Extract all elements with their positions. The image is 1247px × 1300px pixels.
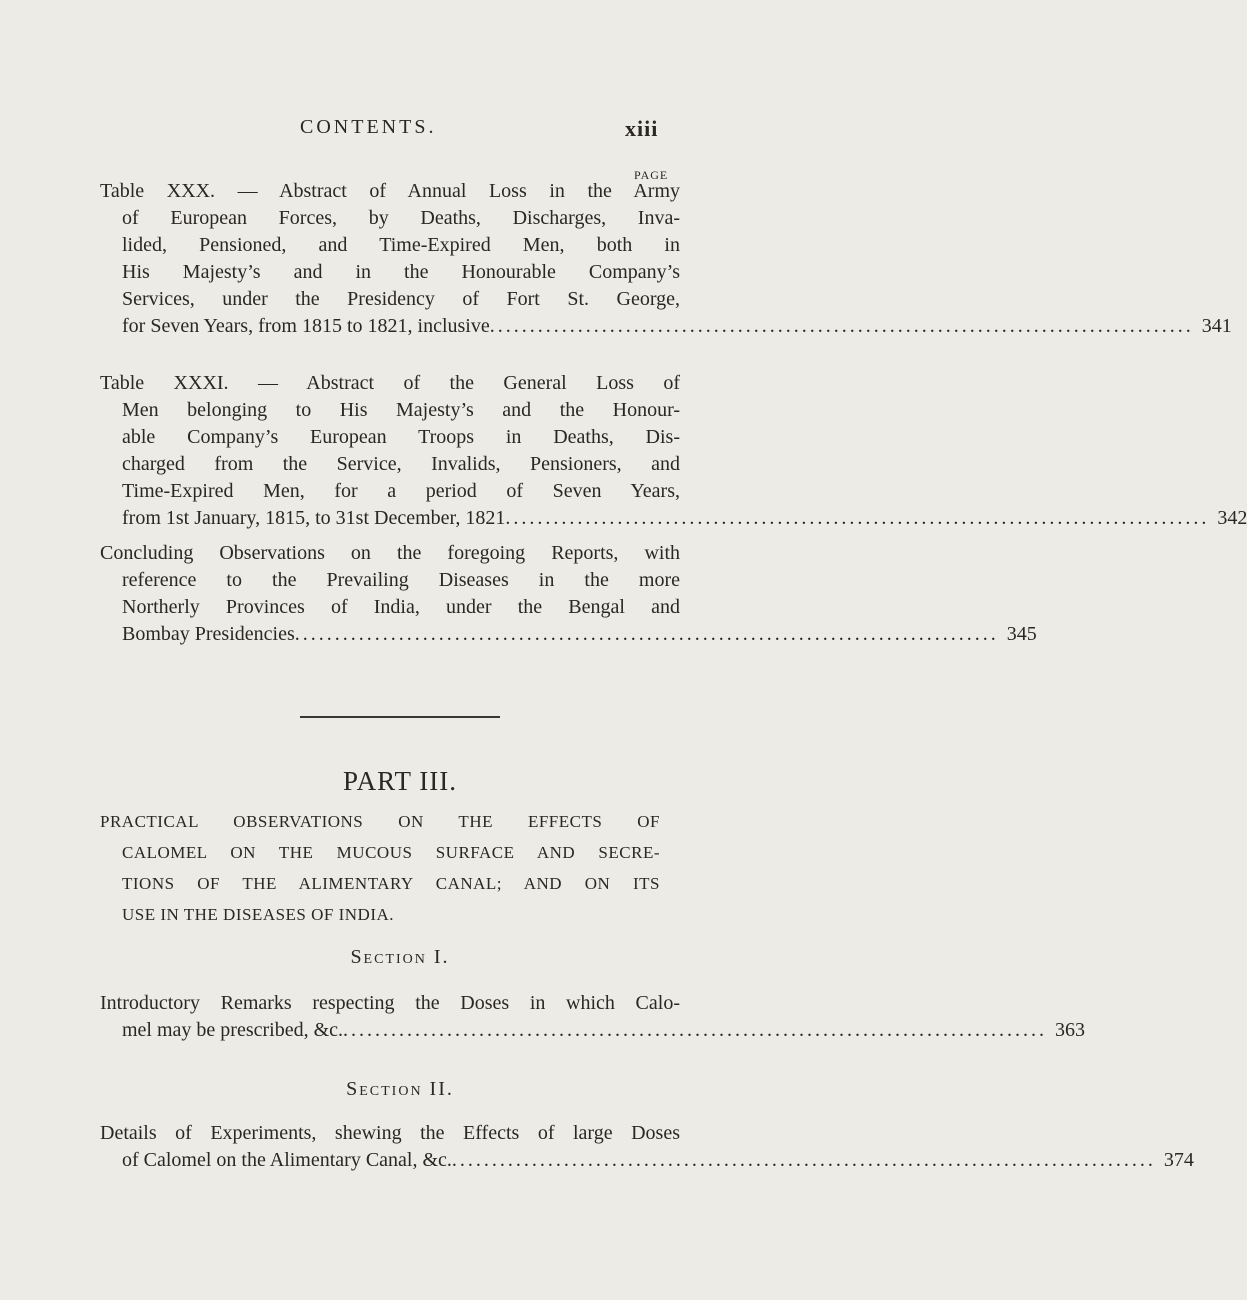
entry-line: Bombay Presidencies <box>122 623 295 645</box>
entry-last-line <box>100 1017 1086 1044</box>
entry-last-line <box>100 621 1037 648</box>
entry-line: Concluding Observations on the foregoing Reports, with <box>100 542 680 564</box>
entry-line: able Company’s European Troops in Deaths, Dis- <box>122 426 680 448</box>
entry-line: Services, under the Presidency of Fort St. George, <box>122 288 680 310</box>
entry-line: Northerly Provinces of India, under the Bengal and <box>122 596 680 618</box>
entry-page-number: 345 <box>1006 623 1037 645</box>
entry-page-number: 341 <box>1201 315 1232 337</box>
dot-leader: ........................................................................................ <box>451 1149 1156 1171</box>
dot-leader: ........................................................................................ <box>343 1019 1048 1041</box>
part-description-line: CALOMEL ON THE MUCOUS SURFACE AND SECRE- <box>122 843 660 862</box>
dot-leader: ........................................................................................ <box>489 315 1194 337</box>
entry-line: mel may be prescribed, &c. <box>122 1019 344 1041</box>
entry-line: for Seven Years, from 1815 to 1821, inclusive <box>122 315 490 337</box>
part-title: PART III. <box>343 766 457 796</box>
toc-entry-concluding-observations <box>100 540 1037 648</box>
page-number: xiii <box>625 116 659 141</box>
page-column-label: PAGE <box>634 168 669 182</box>
entry-line: reference to the Prevailing Diseases in the more <box>122 569 680 591</box>
section-divider-rule <box>300 716 500 718</box>
entry-line: lided, Pensioned, and Time-Expired Men, both in <box>122 234 680 256</box>
entry-last-line <box>100 313 1232 340</box>
running-head-title: CONTENTS. <box>300 116 437 138</box>
entry-line: of European Forces, by Deaths, Discharges, Inva- <box>122 207 680 229</box>
entry-line: charged from the Service, Invalids, Pensioners, and <box>122 453 680 475</box>
part-description-line: USE IN THE DISEASES OF INDIA. <box>122 905 395 924</box>
entry-page-number: 374 <box>1163 1149 1194 1171</box>
section-heading: Section II. <box>346 1078 454 1100</box>
toc-entry-section-2 <box>100 1120 1194 1174</box>
entry-last-line <box>100 505 1247 532</box>
dot-leader: ........................................................................................ <box>294 623 999 645</box>
part-description-line: PRACTICAL OBSERVATIONS ON THE EFFECTS OF <box>100 812 660 831</box>
entry-line: Table XXXI. — Abstract of the General Loss of <box>100 372 680 394</box>
entry-line: His Majesty’s and in the Honourable Company’s <box>122 261 680 283</box>
entry-line: Details of Experiments, shewing the Effects of large Doses <box>100 1122 680 1144</box>
dot-leader: ........................................................................................ <box>505 507 1210 529</box>
entry-line: of Calomel on the Alimentary Canal, &c. <box>122 1149 452 1171</box>
part-description-line: TIONS OF THE ALIMENTARY CANAL; AND ON ITS <box>122 874 660 893</box>
entry-page-number: 342 <box>1217 507 1247 529</box>
running-head <box>0 116 800 146</box>
entry-last-line <box>100 1147 1194 1174</box>
toc-entry-section-1 <box>100 990 1086 1044</box>
entry-line: Men belonging to His Majesty’s and the Honour- <box>122 399 680 421</box>
part-description <box>100 806 660 930</box>
entry-line: Introductory Remarks respecting the Doses in which Calo- <box>100 992 680 1014</box>
entry-line: Table XXX. — Abstract of Annual Loss in the Army <box>100 180 680 202</box>
entry-line: Time-Expired Men, for a period of Seven Years, <box>122 480 680 502</box>
section-heading: Section I. <box>350 946 450 968</box>
entry-page-number: 363 <box>1055 1019 1086 1041</box>
entry-line: from 1st January, 1815, to 31st December, 1821 <box>122 507 506 529</box>
toc-entry-table-xxxi <box>100 370 1247 532</box>
toc-entry-table-xxx <box>100 178 1232 340</box>
